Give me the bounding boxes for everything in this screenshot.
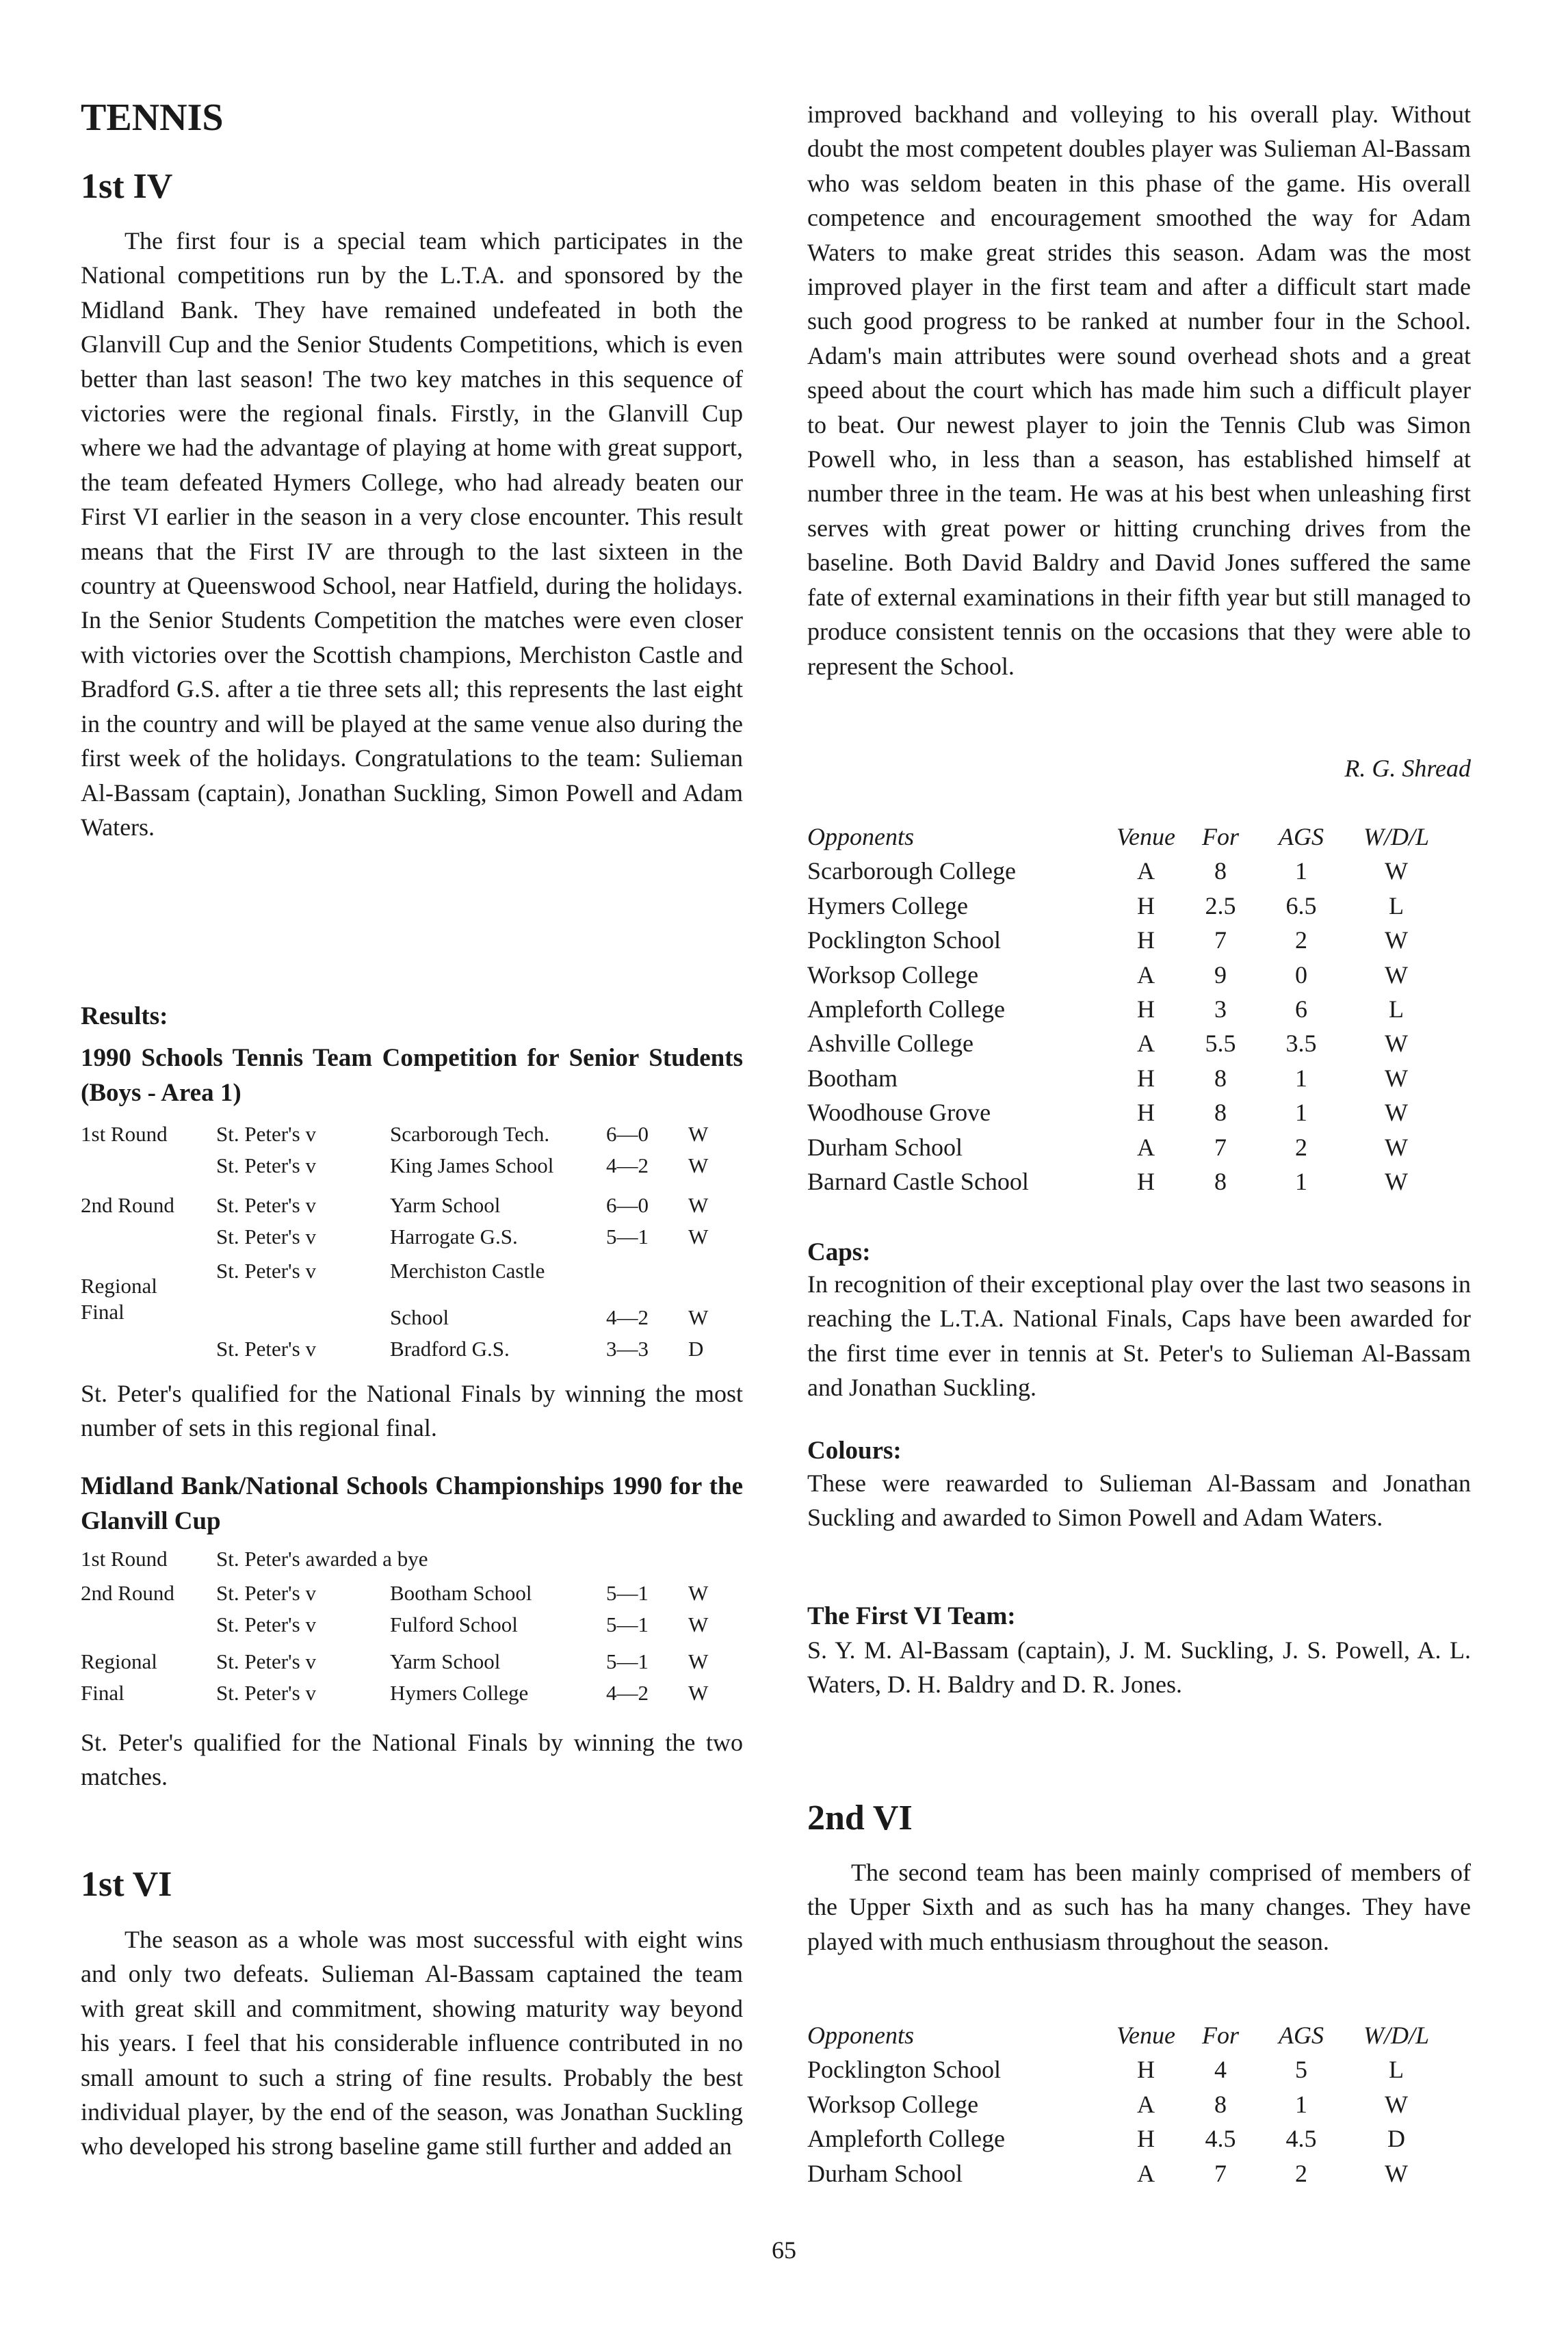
table-row bbox=[807, 958, 1448, 992]
for-cell: 3 bbox=[1214, 995, 1227, 1023]
table-row bbox=[807, 854, 1448, 888]
ags-cell: 1 bbox=[1295, 1064, 1307, 1092]
senior-qualification-note: St. Peter's qualified for the National Finals by winning the most number of sets in this regional final. bbox=[81, 1380, 743, 1442]
table-header-row bbox=[807, 820, 1448, 854]
table-row bbox=[807, 2156, 1448, 2191]
for-cell: 8 bbox=[1214, 2090, 1227, 2118]
result-cell: W bbox=[688, 1193, 709, 1217]
for-cell: 7 bbox=[1214, 926, 1227, 954]
opponent-cell: Yarm School bbox=[390, 1193, 501, 1217]
first-iv-paragraph: The first four is a special team which participates in the National competitions run by the L.T.A. and sponsored by the Midland Bank. They have remained undefeated in both the Glanvill Cup and the Senior Students Competitions, which is even better than last season! The two key matches in this sequence of victories were the regional finals. Firstly, in the Glanvill Cup where we had the advantage of playing at home with great support, the team defeated Hymers College, who had already beaten our First VI earlier in the season in a very close encounter. This result means that the First IV are through to the last sixteen in the country at Queenswood School, near Hatfield, during the holidays. In the Senior Students Competition the matches were even closer with victories over the Scottish champions, Merchiston Castle and Bradford G.S. after a tie three sets all; this represents the last eight in the country and will be played at the same venue also during the first week of the holidays. Congratulations to the team: Sulieman Al-Bassam (captain), Jonathan Suckling, Simon Powell and Adam Waters. bbox=[81, 227, 743, 841]
score-cell: 5—1 bbox=[606, 1225, 649, 1249]
team-cell: St. Peter's v bbox=[216, 1259, 316, 1283]
team-cell: St. Peter's v bbox=[216, 1153, 316, 1177]
opponent-cell: Hymers College bbox=[390, 1681, 529, 1705]
opponent-cell: Merchiston Castle bbox=[390, 1259, 545, 1283]
opponent-cell: School bbox=[390, 1305, 449, 1329]
opponent-cell: Worksop College bbox=[807, 961, 979, 989]
table-row bbox=[807, 2052, 1448, 2087]
ags-cell: 0 bbox=[1295, 961, 1307, 989]
result-cell bbox=[688, 1253, 716, 1302]
glanvill-qualification-note: St. Peter's qualified for the National Finals by winning the two matches. bbox=[81, 1729, 743, 1791]
table-row bbox=[81, 1641, 716, 1677]
ags-cell: 5 bbox=[1295, 2056, 1307, 2084]
colours-text: These were reawarded to Sulieman Al-Bassam and Jonathan Suckling and awarded to Simon Powell and Adam Waters. bbox=[807, 1469, 1471, 1532]
second-vi-fixtures-table bbox=[807, 2018, 1448, 2191]
table-row bbox=[81, 1302, 716, 1333]
ags-cell: 4.5 bbox=[1285, 2125, 1317, 2153]
opponent-cell: Ampleforth College bbox=[807, 2125, 1005, 2153]
opponent-cell: Scarborough College bbox=[807, 857, 1016, 885]
table-row bbox=[807, 992, 1448, 1026]
opponent-cell: Barnard Castle School bbox=[807, 1168, 1029, 1196]
round-cell: 2nd Round bbox=[81, 1581, 174, 1605]
for-cell: 7 bbox=[1214, 2159, 1227, 2187]
round-cell: Final bbox=[81, 1300, 125, 1324]
ags-cell: 1 bbox=[1295, 1099, 1307, 1127]
first-vi-paragraph: The season as a whole was most successful with eight wins and only two defeats. Sulieman Al-Bassam captained the team with great skill and commitment, showing maturity way beyond his years. I feel that his considerable influence contributed in no small amount to such a string of fine results. Probably the best individual player, by the end of the season, was Jonathan Suckling who developed his strong baseline game still further and added an bbox=[81, 1926, 743, 2160]
result-cell: D bbox=[1387, 2125, 1405, 2153]
table-row bbox=[807, 1026, 1448, 1060]
team-cell: St. Peter's v bbox=[216, 1681, 316, 1705]
result-cell: W bbox=[1385, 961, 1408, 989]
score-cell: 5—1 bbox=[606, 1612, 649, 1636]
venue-cell: A bbox=[1137, 2159, 1155, 2187]
result-cell: W bbox=[1385, 1133, 1408, 1161]
for-cell: 8 bbox=[1214, 857, 1227, 885]
results-heading: Results: bbox=[81, 1002, 168, 1030]
score-cell bbox=[606, 1253, 688, 1302]
round-cell: 1st Round bbox=[81, 1122, 168, 1146]
opponent-cell: Durham School bbox=[807, 1133, 963, 1161]
result-cell: W bbox=[688, 1612, 709, 1636]
venue-cell: H bbox=[1137, 1168, 1155, 1196]
table-row bbox=[81, 1119, 716, 1150]
table-row bbox=[807, 1164, 1448, 1199]
second-vi-heading: 2nd VI bbox=[807, 1799, 913, 1838]
table-header-row bbox=[807, 2018, 1448, 2052]
first-vi-team-heading: The First VI Team: bbox=[807, 1602, 1016, 1630]
table-row bbox=[807, 1095, 1448, 1129]
first-vi-fixtures-table bbox=[807, 820, 1448, 1199]
team-cell: St. Peter's v bbox=[216, 1649, 316, 1673]
score-cell: 4—2 bbox=[606, 1681, 649, 1705]
caps-text: In recognition of their exceptional play over the last two seasons in reaching the L.T.A. National Finals, Caps have been awarded for the first time ever in tennis at St. Peter's to Sulieman Al-Bassam and Jonathan Suckling. bbox=[807, 1270, 1471, 1402]
table-row bbox=[807, 2087, 1448, 2121]
table-row bbox=[807, 1130, 1448, 1164]
table-row bbox=[807, 923, 1448, 957]
ags-cell: 1 bbox=[1295, 2090, 1307, 2118]
opponent-cell: Bootham School bbox=[390, 1581, 532, 1605]
venue-cell: H bbox=[1137, 2056, 1155, 2084]
result-cell: W bbox=[688, 1122, 709, 1146]
opponent-cell: Scarborough Tech. bbox=[390, 1122, 550, 1146]
score-cell: 4—2 bbox=[606, 1305, 649, 1329]
result-cell: W bbox=[1385, 1099, 1408, 1127]
team-cell bbox=[216, 1302, 390, 1333]
venue-cell: A bbox=[1137, 857, 1155, 885]
for-header: For bbox=[1202, 2022, 1239, 2049]
glanvill-results-table bbox=[81, 1543, 716, 1709]
for-header: For bbox=[1202, 823, 1239, 850]
result-cell: D bbox=[688, 1337, 704, 1361]
opponent-cell: Ampleforth College bbox=[807, 995, 1005, 1023]
team-cell: St. Peter's v bbox=[216, 1122, 316, 1146]
opponent-cell: Pocklington School bbox=[807, 2056, 1002, 2084]
opponent-cell: Hymers College bbox=[807, 891, 968, 919]
table-row bbox=[81, 1253, 716, 1302]
opponent-cell: Harrogate G.S. bbox=[390, 1225, 518, 1249]
result-cell: W bbox=[688, 1305, 709, 1329]
venue-cell: H bbox=[1137, 891, 1155, 919]
caps-heading: Caps: bbox=[807, 1238, 871, 1266]
score-cell: 5—1 bbox=[606, 1649, 649, 1673]
glanvill-cup-heading: Midland Bank/National Schools Championships 1990 for the Glanvill Cup bbox=[81, 1472, 743, 1535]
round-cell: Final bbox=[81, 1681, 125, 1705]
page-number: 65 bbox=[772, 2236, 796, 2264]
round-cell: 1st Round bbox=[81, 1547, 168, 1571]
venue-cell: A bbox=[1137, 2090, 1155, 2118]
result-cell: W bbox=[688, 1153, 709, 1177]
for-cell: 8 bbox=[1214, 1168, 1227, 1196]
opponent-cell: Ashville College bbox=[807, 1030, 974, 1058]
score-cell: 6—0 bbox=[606, 1122, 649, 1146]
bye-cell: St. Peter's awarded a bye bbox=[216, 1547, 428, 1571]
score-cell: 4—2 bbox=[606, 1153, 649, 1177]
opponents-header: Opponents bbox=[807, 823, 914, 850]
ags-cell: 1 bbox=[1295, 1168, 1307, 1196]
team-cell: St. Peter's v bbox=[216, 1193, 316, 1217]
table-row bbox=[81, 1677, 716, 1709]
score-cell: 3—3 bbox=[606, 1337, 649, 1361]
venue-cell: H bbox=[1137, 2125, 1155, 2153]
round-cell bbox=[81, 1609, 216, 1641]
opponent-cell: Yarm School bbox=[390, 1649, 501, 1673]
for-cell: 7 bbox=[1214, 1133, 1227, 1161]
result-cell: L bbox=[1389, 2056, 1404, 2084]
ags-header: AGS bbox=[1279, 823, 1324, 850]
for-cell: 4 bbox=[1214, 2056, 1227, 2084]
table-row bbox=[81, 1609, 716, 1641]
team-cell: St. Peter's v bbox=[216, 1581, 316, 1605]
ags-cell: 2 bbox=[1295, 926, 1307, 954]
first-vi-heading: 1st VI bbox=[81, 1865, 172, 1904]
opponent-cell: Durham School bbox=[807, 2159, 963, 2187]
table-row bbox=[81, 1150, 716, 1181]
score-cell: 6—0 bbox=[606, 1193, 649, 1217]
opponent-cell: Fulford School bbox=[390, 1612, 518, 1636]
for-cell: 9 bbox=[1214, 961, 1227, 989]
result-cell: W bbox=[1385, 1168, 1408, 1196]
venue-cell: H bbox=[1137, 1099, 1155, 1127]
result-cell: W bbox=[1385, 2090, 1408, 2118]
round-cell: Regional bbox=[81, 1649, 157, 1673]
page-title: TENNIS bbox=[81, 96, 224, 139]
team-cell: St. Peter's v bbox=[216, 1612, 316, 1636]
table-row bbox=[81, 1181, 716, 1221]
venue-cell: A bbox=[1137, 1133, 1155, 1161]
table-row bbox=[81, 1575, 716, 1609]
senior-competition-heading: 1990 Schools Tennis Team Competition for Senior Students (Boys - Area 1) bbox=[81, 1044, 743, 1107]
table-row bbox=[807, 1061, 1448, 1095]
venue-header: Venue bbox=[1116, 823, 1175, 850]
score-cell: 5—1 bbox=[606, 1581, 649, 1605]
wdl-header: W/D/L bbox=[1363, 2022, 1429, 2049]
table-row bbox=[81, 1543, 716, 1575]
result-cell: W bbox=[1385, 2159, 1408, 2187]
opponent-cell: Worksop College bbox=[807, 2090, 979, 2118]
ags-cell: 2 bbox=[1295, 2159, 1307, 2187]
round-cell bbox=[81, 1333, 216, 1365]
venue-cell: H bbox=[1137, 995, 1155, 1023]
opponents-header: Opponents bbox=[807, 2022, 914, 2049]
first-vi-continuation: improved backhand and volleying to his overall play. Without doubt the most competent doubles player was Sulieman Al-Bassam who was seldom beaten in this phase of the game. His overall competence and encouragement smoothed the way for Adam Waters to make great strides this season. Adam was the most improved player in the first team and after a difficult start made such good progress to be ranked at number four in the School. Adam's main attributes were sound overhead shots and a great speed about the court which has made him such a difficult player to beat. Our newest player to join the Tennis Club was Simon Powell who, in less than a season, has established himself at number three in the team. He was at his best when unleashing first serves with great power or hitting crunching drives from the baseline. Both David Baldry and David Jones suffered the same fate of external examinations in their fifth year but still managed to produce consistent tennis on the occasions that they were able to represent the School. bbox=[807, 101, 1471, 680]
round-cell: Regional bbox=[81, 1274, 157, 1298]
round-cell bbox=[81, 1150, 216, 1181]
for-cell: 8 bbox=[1214, 1099, 1227, 1127]
second-vi-paragraph: The second team has been mainly comprised of members of the Upper Sixth and as such has ha many changes. They have played with much enthusiasm throughout the season. bbox=[807, 1859, 1471, 1955]
ags-cell: 6.5 bbox=[1285, 891, 1317, 919]
for-cell: 8 bbox=[1214, 1064, 1227, 1092]
table-row bbox=[81, 1333, 716, 1365]
result-cell: L bbox=[1389, 891, 1404, 919]
result-cell: W bbox=[1385, 1030, 1408, 1058]
wdl-header: W/D/L bbox=[1363, 823, 1429, 850]
for-cell: 2.5 bbox=[1205, 891, 1236, 919]
ags-cell: 6 bbox=[1295, 995, 1307, 1023]
opponent-cell: Pocklington School bbox=[807, 926, 1002, 954]
venue-cell: A bbox=[1137, 961, 1155, 989]
for-cell: 4.5 bbox=[1205, 2125, 1236, 2153]
result-cell: W bbox=[688, 1581, 709, 1605]
ags-cell: 3.5 bbox=[1285, 1030, 1317, 1058]
ags-cell: 1 bbox=[1295, 857, 1307, 885]
opponent-cell: Woodhouse Grove bbox=[807, 1099, 991, 1127]
venue-header: Venue bbox=[1116, 2022, 1175, 2049]
result-cell: W bbox=[1385, 857, 1408, 885]
team-cell: St. Peter's v bbox=[216, 1337, 316, 1361]
for-cell: 5.5 bbox=[1205, 1030, 1236, 1058]
opponent-cell: King James School bbox=[390, 1153, 554, 1177]
result-cell: L bbox=[1389, 995, 1404, 1023]
team-cell: St. Peter's v bbox=[216, 1225, 316, 1249]
venue-cell: H bbox=[1137, 926, 1155, 954]
ags-header: AGS bbox=[1279, 2022, 1324, 2049]
venue-cell: A bbox=[1137, 1030, 1155, 1058]
table-row bbox=[807, 2121, 1448, 2156]
result-cell: W bbox=[688, 1681, 709, 1705]
colours-heading: Colours: bbox=[807, 1437, 902, 1465]
result-cell: W bbox=[1385, 1064, 1408, 1092]
table-row bbox=[81, 1221, 716, 1253]
round-cell: 2nd Round bbox=[81, 1193, 174, 1217]
round-cell bbox=[81, 1221, 216, 1253]
result-cell: W bbox=[688, 1225, 709, 1249]
opponent-cell: Bootham bbox=[807, 1064, 898, 1092]
table-row bbox=[807, 889, 1448, 923]
author-signature: R. G. Shread bbox=[1344, 755, 1471, 782]
venue-cell: H bbox=[1137, 1064, 1155, 1092]
senior-results-table bbox=[81, 1119, 716, 1365]
first-iv-heading: 1st IV bbox=[81, 167, 173, 206]
first-vi-team-text: S. Y. M. Al-Bassam (captain), J. M. Suckling, J. S. Powell, A. L. Waters, D. H. Baldry and D. R. Jones. bbox=[807, 1636, 1471, 1699]
opponent-cell: Bradford G.S. bbox=[390, 1337, 510, 1361]
result-cell: W bbox=[688, 1649, 709, 1673]
result-cell: W bbox=[1385, 926, 1408, 954]
ags-cell: 2 bbox=[1295, 1133, 1307, 1161]
